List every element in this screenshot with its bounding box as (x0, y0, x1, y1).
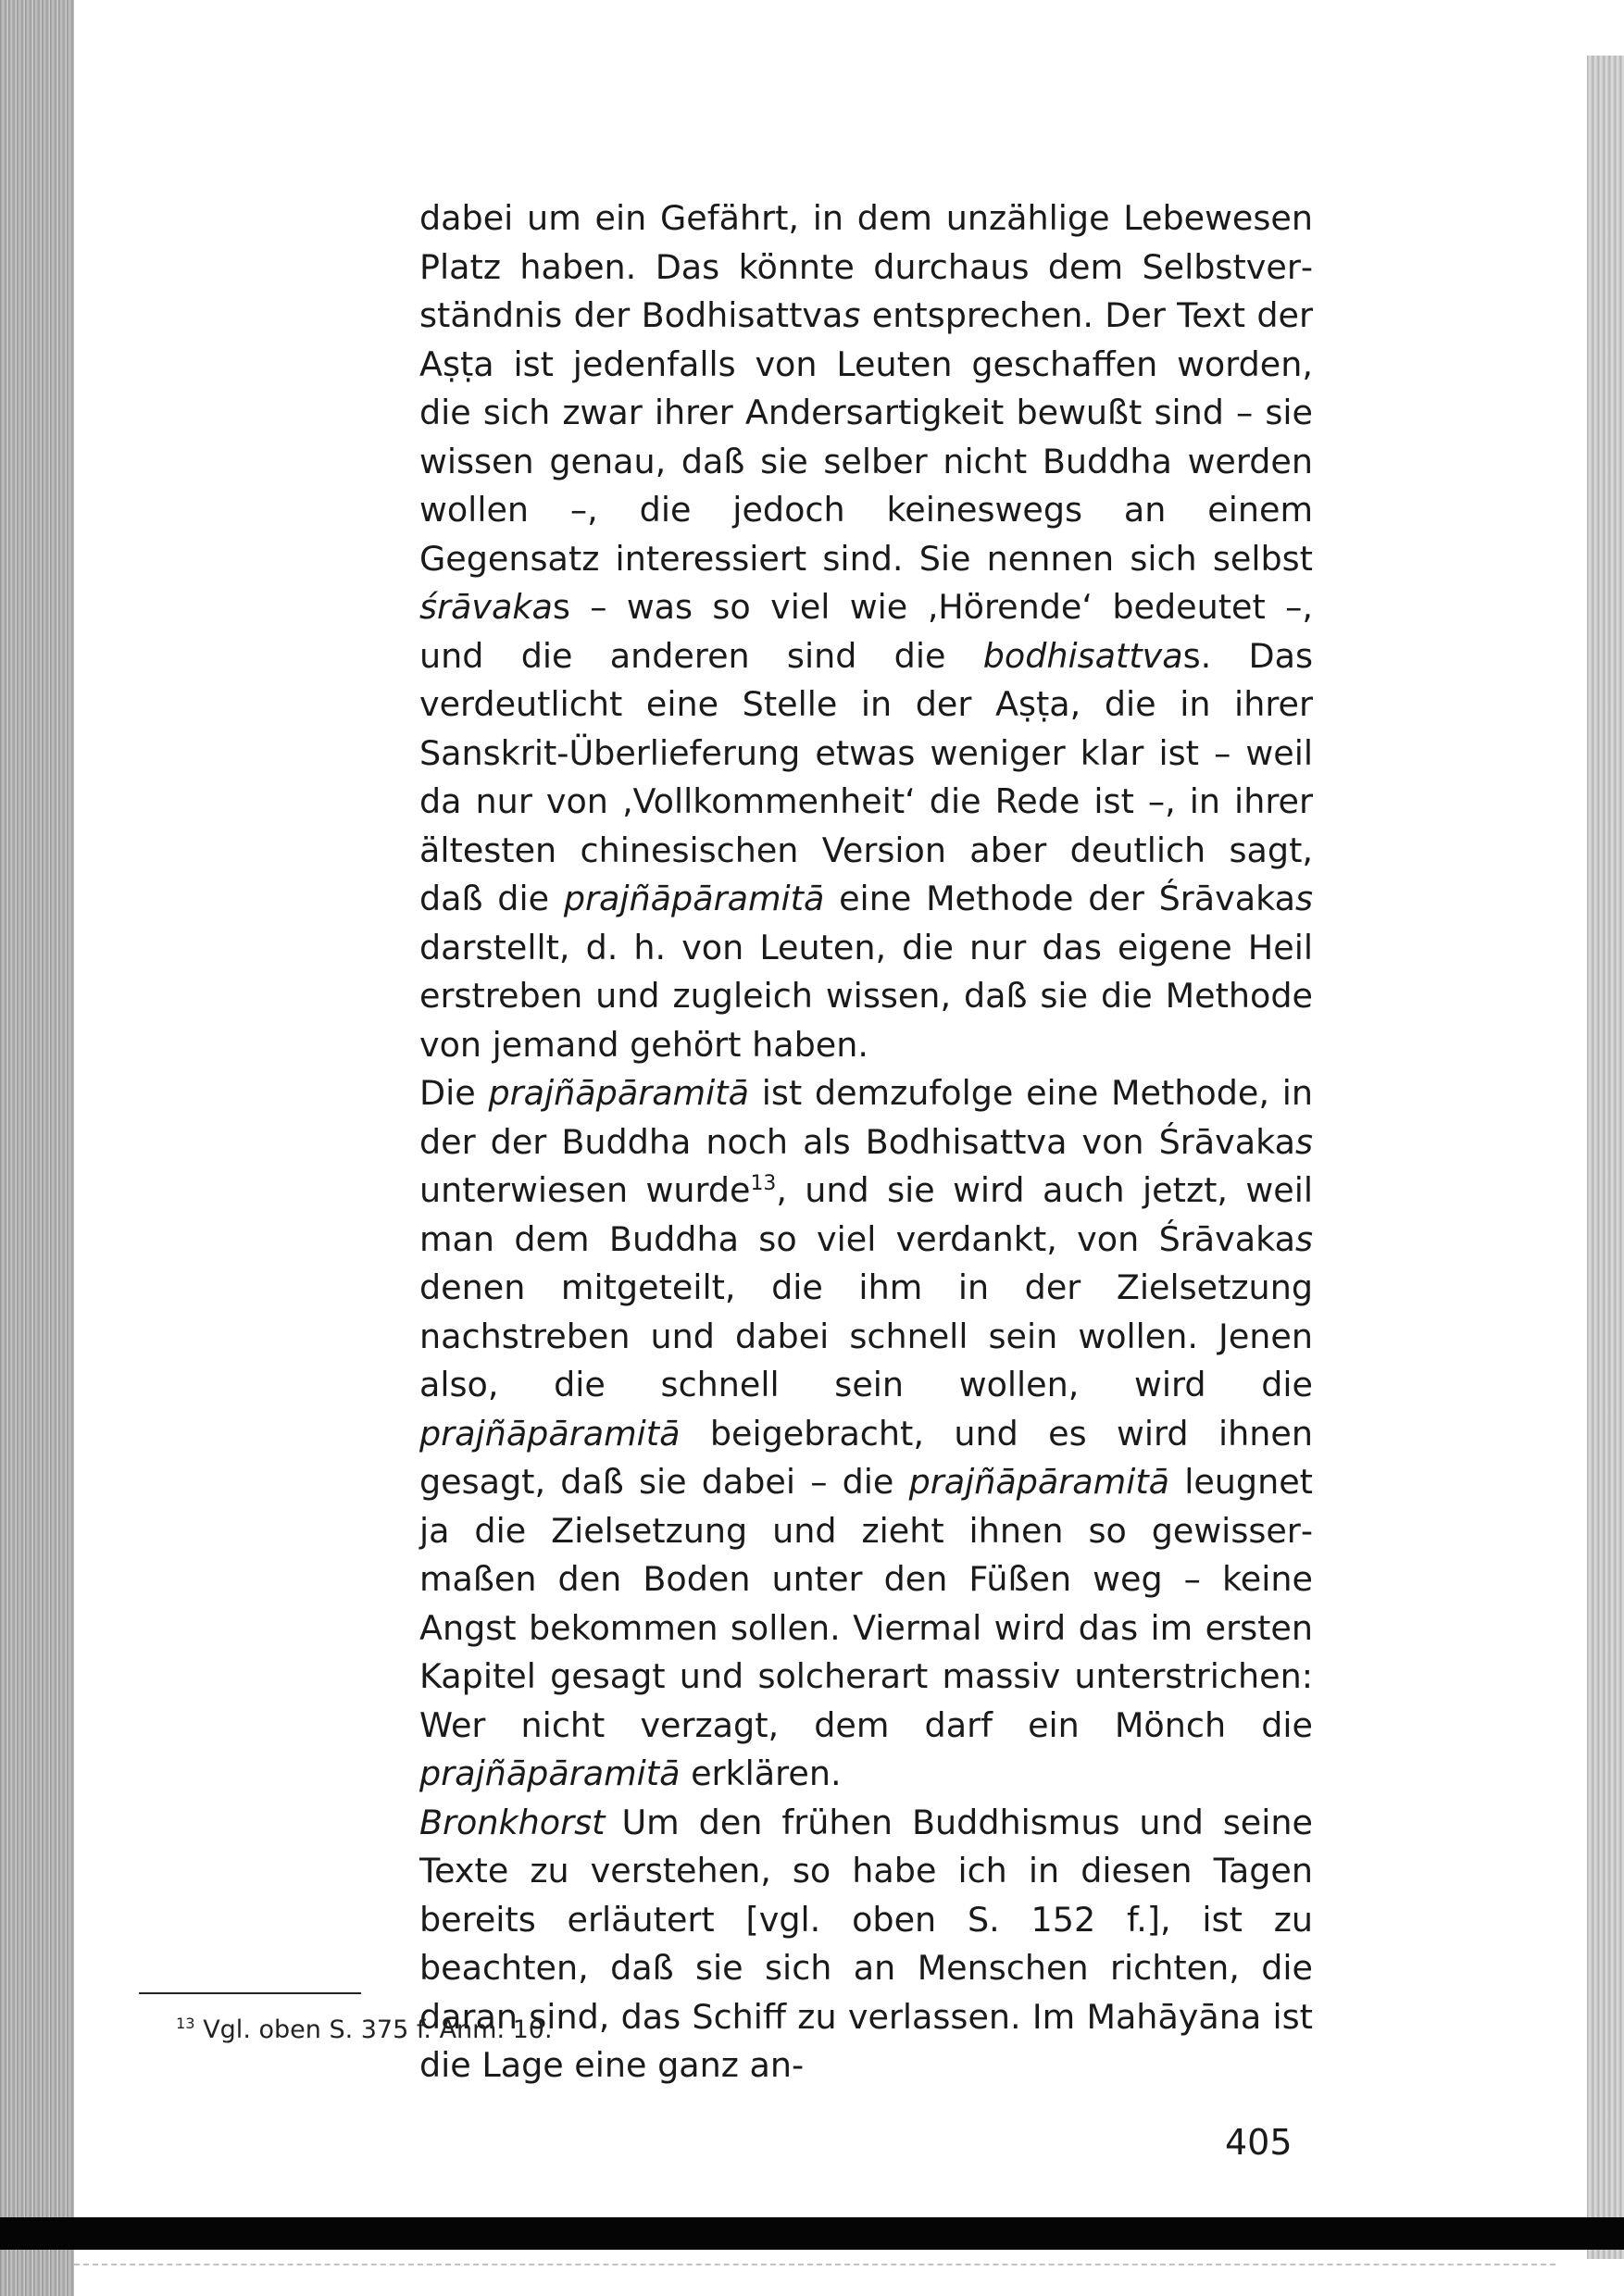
text-run: denen mitgeteilt, die ihm in der Zielsetzung nachstreben und dabei schnell sein wollen. Jenen also, die schnell sein wollen, wird die (419, 1267, 1313, 1404)
text-run: ist demzufolge eine Methode, in der der Buddha noch als Bodhisattva von Śrāvaka (419, 1073, 1314, 1162)
italic-term: s (1294, 1121, 1313, 1162)
paragraph-3 (419, 1799, 1313, 2090)
italic-term: s (1294, 1218, 1313, 1259)
speaker-name: Bronkhorst (419, 1802, 606, 1842)
text-run: Die (419, 1073, 489, 1113)
footnote-number: 13 (176, 2015, 195, 2032)
italic-term: prajñāpāramitā (563, 879, 825, 918)
footnote-reference: 13 (750, 1171, 777, 1195)
italic-term: prajñāpāramitā (419, 1413, 681, 1454)
text-run: eine Methode der Śrāvaka (824, 879, 1295, 918)
text-run: s. Das verdeutlicht eine Stelle in der Aṣṭa, die in ihrer Sanskrit-Überlieferung etwas weniger klar ist – weil da nur von ‚Vollkommenheit‘ die Rede ist –, in ihrer ältesten chinesischen Version aber deutlich sagt, daß die (419, 635, 1314, 918)
paragraph-2 (419, 1069, 1313, 1799)
text-run: beigebracht, und es wird ihnen gesagt, daß sie dabei – die (419, 1413, 1313, 1502)
scan-bottom-edge (0, 2217, 1624, 2250)
italic-term: s (1294, 879, 1314, 918)
text-run: dabei um ein Gefährt, in dem unzählige Lebewesen Platz haben. Das könnte durchaus dem Selbstverständnis der Bodhisattva (419, 198, 1313, 335)
italic-term: bodhisattva (982, 635, 1183, 676)
italic-term: prajñāpāramitā (908, 1462, 1170, 1502)
book-edge-shadow-right (1587, 56, 1624, 2259)
text-run: darstellt, d. h. von Leuten, die nur das eigene Heil erstreben und zugleich wissen, daß sie die Methode von jemand gehört haben. (419, 927, 1313, 1065)
text-run: Um den frühen Buddhismus und seine Texte zu verstehen, so habe ich in diesen Tagen bereits erläutert [vgl. oben S. 152 f.], ist zu beachten, daß sie sich an Menschen richten, die daran sind, das Schiff zu verlassen. Im Mahāyāna ist die Lage eine ganz an- (419, 1802, 1313, 2085)
italic-term: śrāvaka (419, 587, 553, 627)
italic-term: prajñāpāramitā (419, 1753, 681, 1793)
text-run: erklären. (680, 1753, 842, 1793)
text-run: , und sie wird auch jetzt, weil man dem Buddha so viel verdankt, von Śrāvaka (419, 1170, 1313, 1259)
italic-term: prajñāpāramitā (488, 1073, 749, 1113)
footnote-text: Vgl. oben S. 375 f. Anm. 10. (203, 2015, 553, 2044)
footnote (176, 2015, 553, 2044)
book-spine-shadow-left (0, 0, 74, 2296)
text-run: leugnet ja die Zielsetzung und zieht ihnen so gewissermaßen den Boden unter den Füßen weg – keine Angst bekommen sollen. Viermal wird das im ersten Kapitel gesagt und solcherart massiv unterstrichen: Wer nicht verzagt, dem darf ein Mönch die (419, 1462, 1313, 1745)
footnote-divider (139, 1992, 361, 1994)
text-run: unterwiesen wurde (419, 1170, 751, 1210)
text-run: s – was so viel wie ‚Hörende‘ bedeutet –, und die anderen sind die (419, 587, 1313, 676)
paragraph-1 (419, 194, 1313, 1069)
body-text (419, 194, 1313, 2090)
scan-artifact-line (74, 2264, 1555, 2267)
page-number: 405 (1225, 2122, 1293, 2163)
italic-term: s (843, 295, 861, 335)
text-run: entsprechen. Der Text der Aṣṭa ist jedenfalls von Leuten geschaffen worden, die sich zwar ihrer Andersartigkeit bewußt sind – sie wissen genau, daß sie selber nicht Buddha werden wollen –, die jedoch keineswegs an einem Gegensatz interessiert sind. Sie nennen sich selbst (419, 295, 1313, 579)
